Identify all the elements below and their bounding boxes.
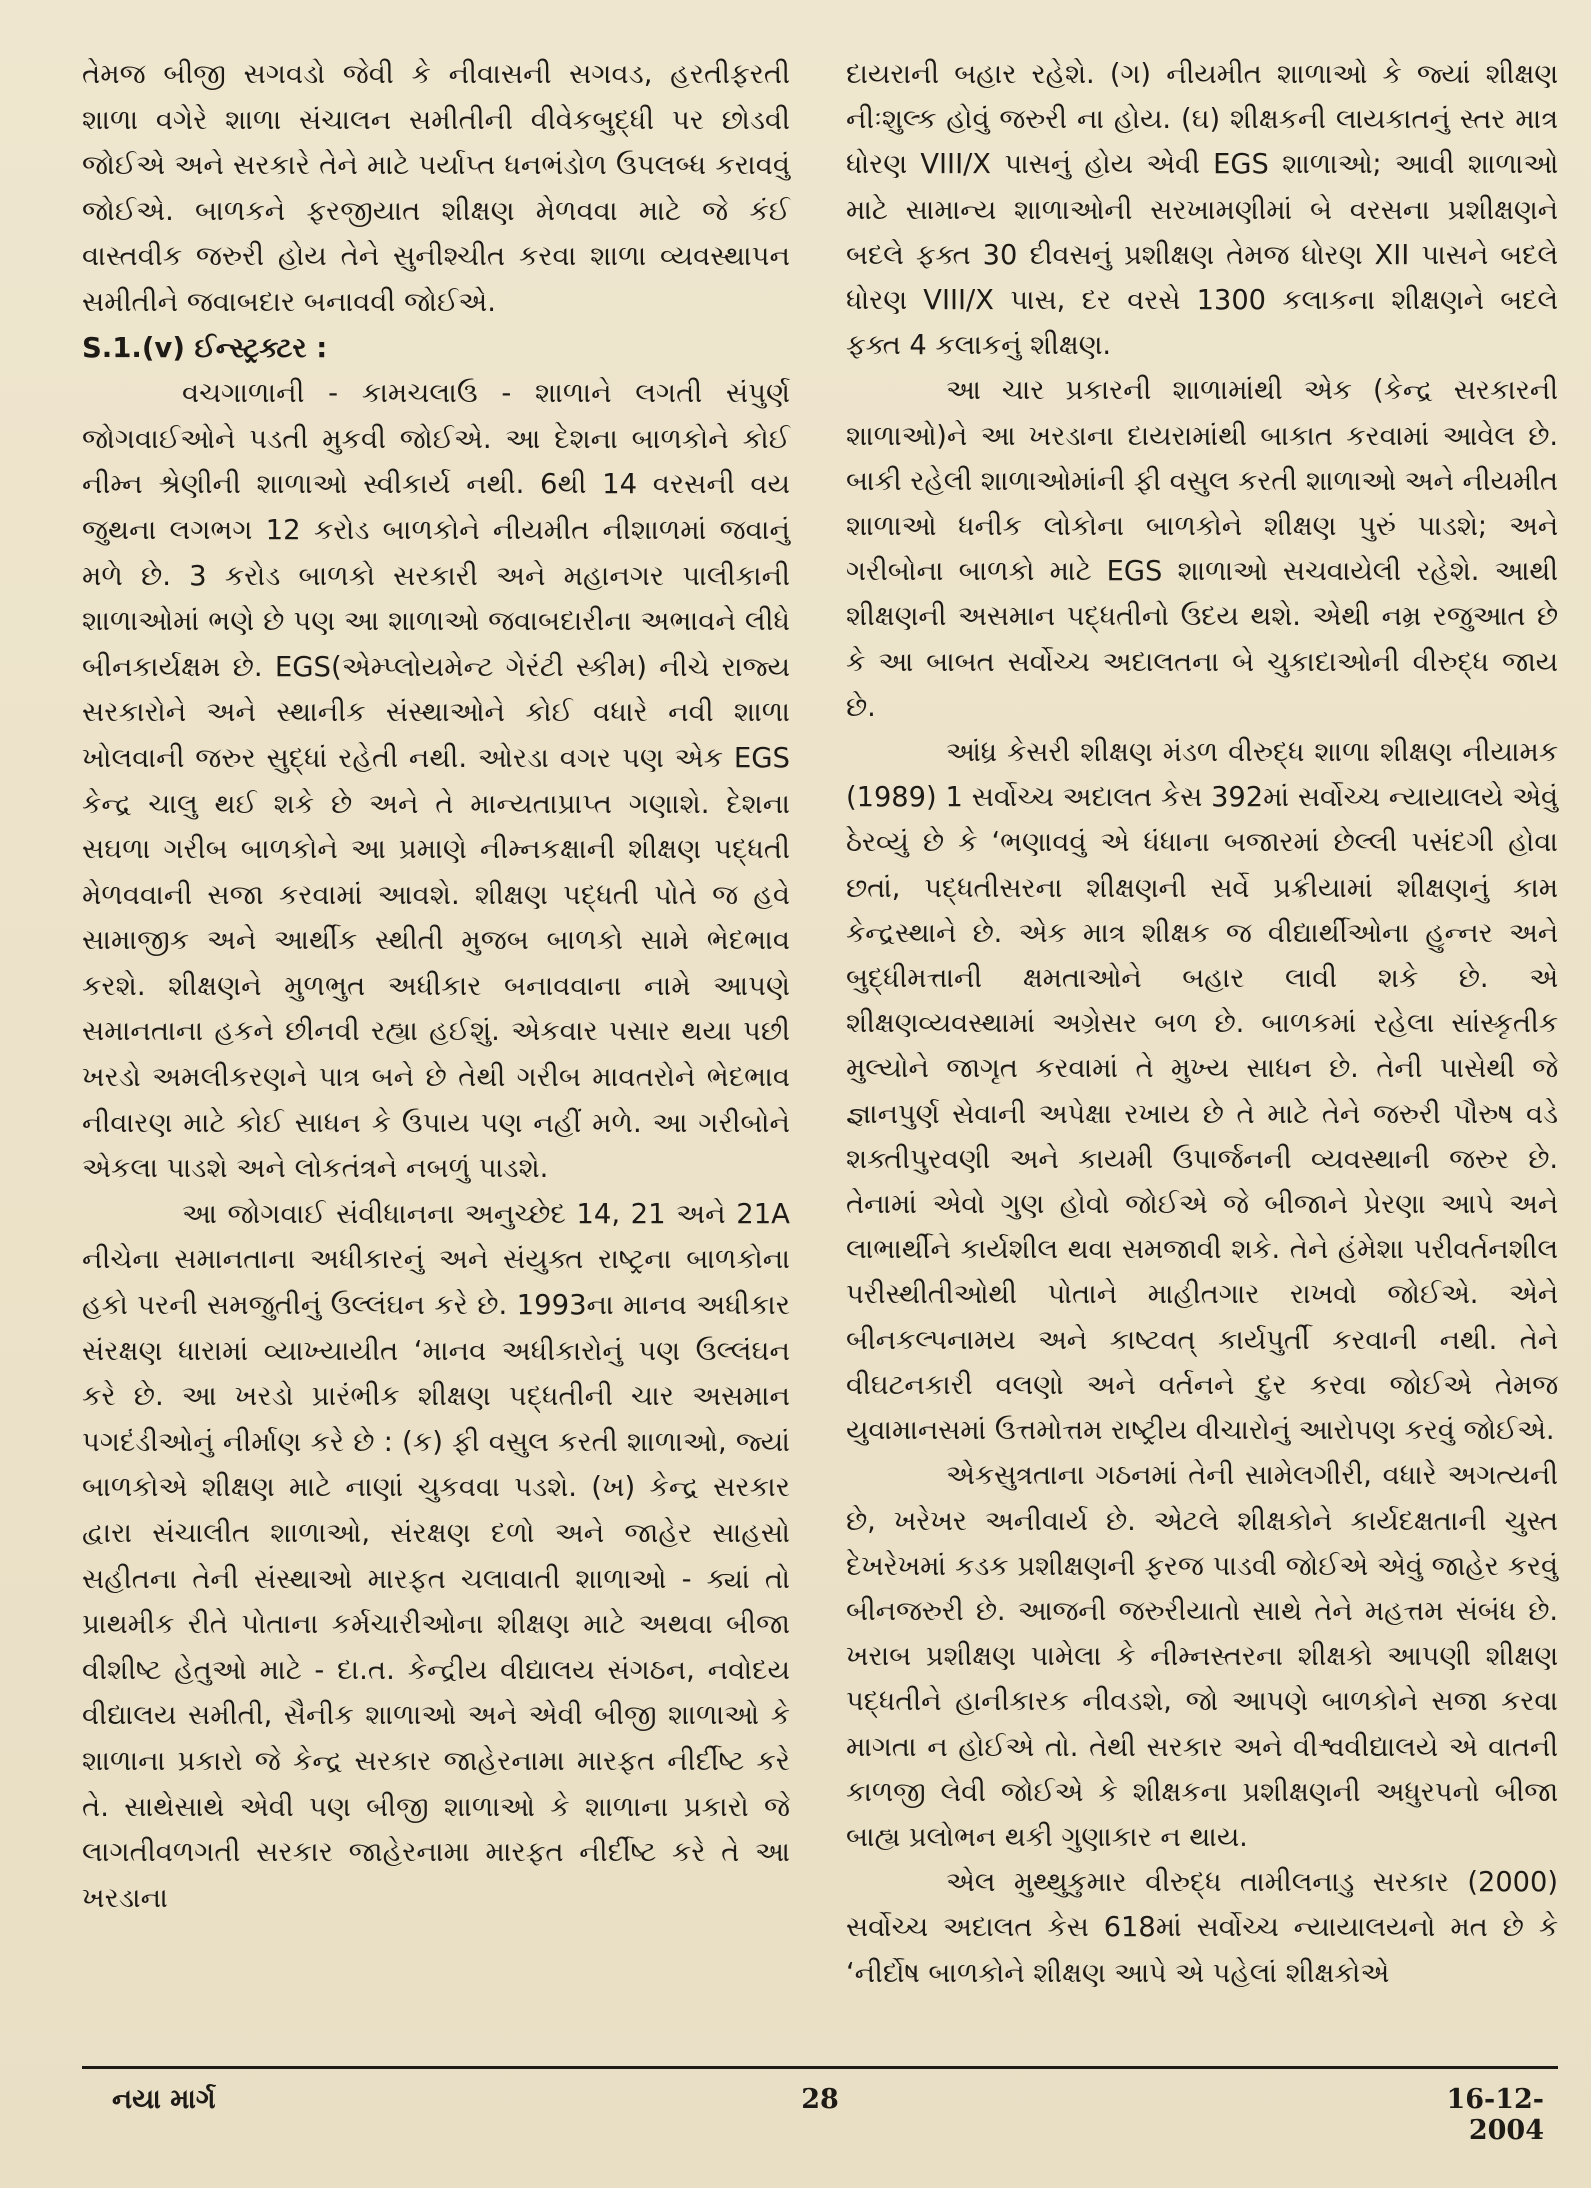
paragraph: દાયરાની બહાર રહેશે. (ગ) નીયમીત શાળાઓ કે જ્યાં શીક્ષણ નીઃશુલ્ક હોવું જરુરી ના હોય. (ઘ) શીક્ષકની લાયકાતનું સ્તર માત્ર ધોરણ VIII/X પાસનું હોય એવી EGS શાળાઓ; આવી શાળાઓ માટે સામાન્ય શાળાઓની સરખામણીમાં બે વરસના પ્રશીક્ષણને બદલે ફક્ત 30 દીવસનું પ્રશીક્ષણ તેમજ ધોરણ XII પાસને બદલે ધોરણ VIII/X પાસ, દર વરસે 1300 કલાકના શીક્ષણને બદલે ફક્ત 4 કલાકનું શીક્ષણ. <box>846 59 1558 362</box>
left-column <box>82 52 790 1921</box>
paragraph: આ જોગવાઈ સંવીધાનના અનુચ્છેદ 14, 21 અને 21A નીચેના સમાનતાના અધીકારનું અને સંયુક્ત રાષ્ટ્રના બાળકોના હકો પરની સમજુતીનું ઉલ્લંઘન કરે છે. 1993ના માનવ અધીકાર સંરક્ષણ ધારામાં વ્યાખ્યાયીત ‘માનવ અધીકારોનું પણ ઉલ્લંઘન કરે છે. આ ખરડો પ્રારંભીક શીક્ષણ પદ્ધતીની ચાર અસમાન પગદંડીઓનું નીર્માણ કરે છે : (ક) ફી વસુલ કરતી શાળાઓ, જ્યાં બાળકોએ શીક્ષણ માટે નાણાં ચુકવવા પડશે. (ખ) કેન્દ્ર સરકાર દ્વારા સંચાલીત શાળાઓ, સંરક્ષણ દળો અને જાહેર સાહસો સહીતના તેની સંસ્થાઓ મારફત ચલાવાતી શાળાઓ - ક્યાં તો પ્રાથમીક રીતે પોતાના કર્મચારીઓના શીક્ષણ માટે અથવા બીજા વીશીષ્ટ હેતુઓ માટે - દા.ત. કેન્દ્રીય વીદ્યાલય સંગઠન, નવોદય વીદ્યાલય સમીતી, સૈનીક શાળાઓ અને એવી બીજી શાળાઓ કે શાળાના પ્રકારો જે કેન્દ્ર સરકાર જાહેરનામા મારફત નીર્દીષ્ટ કરે તે. સાથેસાથે એવી પણ બીજી શાળાઓ કે શાળાના પ્રકારો જે લાગતીવળગતી સરકાર જાહેરનામા મારફત નીર્દીષ્ટ કરે તે આ ખરડાના <box>82 1197 790 1914</box>
paragraph: વચગાળાની - કામચલાઉ - શાળાને લગતી સંપુર્ણ જોગવાઈઓને પડતી મુકવી જોઈએ. આ દેશના બાળકોને કોઈ નીમ્ન શ્રેણીની શાળાઓ સ્વીકાર્ય નથી. 6થી 14 વરસની વય જુથના લગભગ 12 કરોડ બાળકોને નીયમીત નીશાળમાં જવાનું મળે છે. 3 કરોડ બાળકો સરકારી અને મહાનગર પાલીકાની શાળાઓમાં ભણે છે પણ આ શાળાઓ જવાબદારીના અભાવને લીધે બીનકાર્યક્ષમ છે. EGS(એમ્પ્લોયમેન્ટ ગેરંટી સ્કીમ) નીચે રાજ્ય સરકારોને અને સ્થાનીક સંસ્થાઓને કોઈ વધારે નવી શાળા ખોલવાની જરુર સુદ્ધાં રહેતી નથી. ઓરડા વગર પણ એક EGS કેન્દ્ર ચાલુ થઈ શકે છે અને તે માન્યતાપ્રાપ્ત ગણાશે. દેશના સઘળા ગરીબ બાળકોને આ પ્રમાણે નીમ્નકક્ષાની શીક્ષણ પદ્ધતી મેળવવાની સજા કરવામાં આવશે. શીક્ષણ પદ્ધતી પોતે જ હવે સામાજીક અને આર્થીક સ્થીતી મુજબ બાળકો સામે ભેદભાવ કરશે. શીક્ષણને મુળભુત અધીકાર બનાવવાના નામે આપણે સમાનતાના હકને છીનવી રહ્યા હઈશું. એકવાર પસાર થયા પછી ખરડો અમલીકરણને પાત્ર બને છે તેથી ગરીબ માવતરોને ભેદભાવ નીવારણ માટે કોઈ સાધન કે ઉપાય પણ નહીં મળે. આ ગરીબોને એકલા પાડશે અને લોકતંત્રને નબળું પાડશે. <box>82 377 790 1185</box>
paragraph: તેમજ બીજી સગવડો જેવી કે નીવાસની સગવડ, હરતીફરતી શાળા વગેરે શાળા સંચાલન સમીતીની વીવેકબુદ્ધી પર છોડવી જોઈએ અને સરકારે તેને માટે પર્યાપ્ત ધનભંડોળ ઉપલબ્ધ કરાવવું જોઈએ. બાળકને ફરજીયાત શીક્ષણ મેળવવા માટે જે કંઈ વાસ્તવીક જરુરી હોય તેને સુનીશ્ચીત કરવા શાળા વ્યવસ્થાપન સમીતીને જવાબદાર બનાવવી જોઈએ. <box>82 58 790 318</box>
issue-date: 16-12-2004 <box>1446 2084 1544 2146</box>
page-number: 28 <box>801 2084 839 2115</box>
paragraph: એલ મુથ્થુકુમાર વીરુદ્ધ તામીલનાડુ સરકાર (2000) સર્વોચ્ચ અદાલત કેસ 618માં સર્વોચ્ચ ન્યાયાલયનો મત છે કે ‘નીર્દોષ બાળકોને શીક્ષણ આપે એ પહેલાં શીક્ષકોએ <box>846 1867 1558 1989</box>
publication-name: નયા માર્ગ <box>112 2084 216 2115</box>
right-column <box>846 52 1558 1996</box>
footer-divider <box>82 2066 1558 2069</box>
paragraph: એકસુત્રતાના ગઠનમાં તેની સામેલગીરી, વધારે અગત્યની છે, ખરેખર અનીવાર્ય છે. એટલે શીક્ષકોને કાર્યદક્ષતાની ચુસ્ત દેખરેખમાં કડક પ્રશીક્ષણની ફરજ પાડવી જોઈએ એવું જાહેર કરવું બીનજરુરી છે. આજની જરુરીયાતો સાથે તેને મહત્તમ સંબંધ છે. ખરાબ પ્રશીક્ષણ પામેલા કે નીમ્નસ્તરના શીક્ષકો આપણી શીક્ષણ પદ્ધતીને હાનીકારક નીવડશે, જો આપણે બાળકોને સજા કરવા માગતા ન હોઈએ તો. તેથી સરકાર અને વીશ્વવીદ્યાલયે એ વાતની કાળજી લેવી જોઈએ કે શીક્ષકના પ્રશીક્ષણની અધુરપનો બીજા બાહ્ય પ્રલોભન થકી ગુણાકાર ન થાય. <box>846 1460 1558 1853</box>
paragraph: આંધ્ર કેસરી શીક્ષણ મંડળ વીરુદ્ધ શાળા શીક્ષણ નીયામક (1989) 1 સર્વોચ્ચ અદાલત કેસ 392માં સર્વોચ્ચ ન્યાયાલયે એવું ઠેરવ્યું છે કે ‘ભણાવવું એ ધંધાના બજારમાં છેલ્લી પસંદગી હોવા છતાં, પદ્ધતીસરના શીક્ષણની સર્વે પ્રક્રીયામાં શીક્ષણનું કામ કેન્દ્રસ્થાને છે. એક માત્ર શીક્ષક જ વીદ્યાર્થીઓના હુન્નર અને બુદ્ધીમત્તાની ક્ષમતાઓને બહાર લાવી શકે છે. એ શીક્ષણવ્યવસ્થામાં અગ્રેસર બળ છે. બાળકમાં રહેલા સાંસ્કૃતીક મુલ્યોને જાગૃત કરવામાં તે મુખ્ય સાધન છે. તેની પાસેથી જે જ્ઞાનપુર્ણ સેવાની અપેક્ષા રખાય છે તે માટે તેને જરુરી પૌરુષ વડે શક્તીપુરવણી અને કાયમી ઉપાર્જનની વ્યવસ્થાની જરુર છે. તેનામાં એવો ગુણ હોવો જોઈએ જે બીજાને પ્રેરણા આપે અને લાભાર્થીને કાર્યશીલ થવા સમજાવી શકે. તેને હંમેશા પરીવર્તનશીલ પરીસ્થીતીઓથી પોતાને માહીતગાર રાખવો જોઈએ. એને બીનકલ્પનામય અને કાષ્ટવત્ કાર્યપુર્તી કરવાની નથી. તેને વીઘટનકારી વલણો અને વર્તનને દુર કરવા જોઈએ તેમજ યુવામાનસમાં ઉત્તમોત્તમ રાષ્ટ્રીય વીચારોનું આરોપણ કરવું જોઈએ. <box>846 737 1558 1447</box>
section-heading: S.1.(v) ઈન્સ્ટ્રક્ટર : <box>82 331 328 364</box>
paragraph: આ ચાર પ્રકારની શાળામાંથી એક (કેન્દ્ર સરકારની શાળાઓ)ને આ ખરડાના દાયરામાંથી બાકાત કરવામાં આવેલ છે. બાકી રહેલી શાળાઓમાંની ફી વસુલ કરતી શાળાઓ અને નીયમીત શાળાઓ ધનીક લોકોના બાળકોને શીક્ષણ પુરું પાડશે; અને ગરીબોના બાળકો માટે EGS શાળાઓ સચવાયેલી રહેશે. આથી શીક્ષણની અસમાન પદ્ધતીનો ઉદય થશે. એથી નમ્ર રજુઆત છે કે આ બાબત સર્વોચ્ચ અદાલતના બે ચુકાદાઓની વીરુદ્ધ જાય છે. <box>846 375 1558 723</box>
